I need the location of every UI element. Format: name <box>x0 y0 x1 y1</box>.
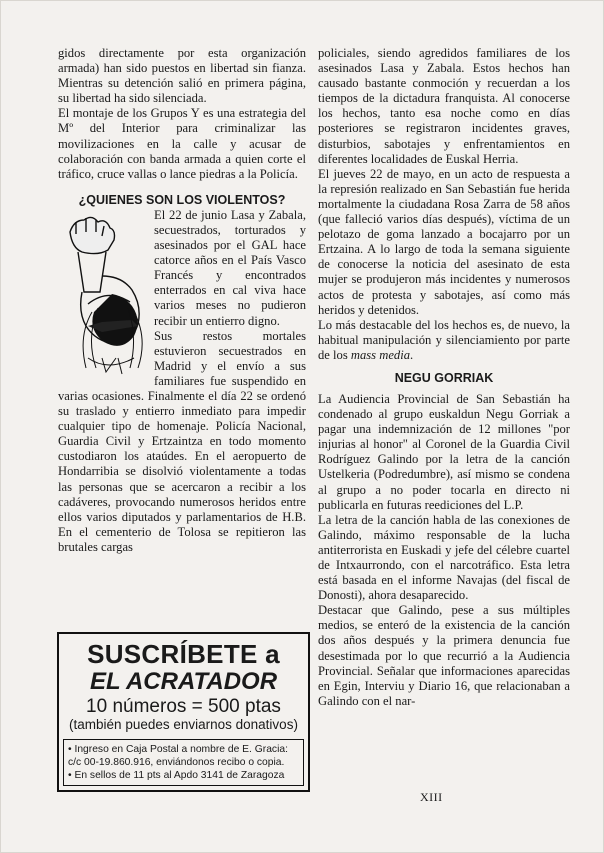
section-heading-negu-gorriak: NEGU GORRIAK <box>394 370 494 385</box>
raised-fist-illustration <box>58 208 148 378</box>
right-para-4: Lo más destacable del los hechos es, de nuevo, la habitual manipulación y silenciamiento por parte de los mass media. <box>318 317 570 362</box>
ad-payment-line-2: c/c 00-19.860.916, enviándonos recibo o copia. <box>68 757 285 768</box>
left-para-1: gidos directamente por esta organización armada) han sido puestos en libertad sin fianza. Mientras su detención salió en primera página, su libertad ha sido silenciada. <box>58 46 306 106</box>
left-para-3: El 22 de junio Lasa y Zabala, secuestrados, torturados y asesinados por el GAL hace catorce años en el País Vasco Francés y encontrados enterrados en cal viva hace varios meses no pudieron recibir un entierro digno. <box>154 207 306 328</box>
right-para-6: La letra de la canción habla de las conexiones de Galindo, máximo responsable de la lucha antiterrorista en Euskadi y jefe del célebre cuartel de Intxaurrondo, con el narcotráfico. Esta letra está basada en el informe Navajas (del fiscal de Donosti), ahora desaparecido. <box>318 512 570 603</box>
ad-price: 10 números = 500 ptas <box>86 696 281 717</box>
section-heading-violentos: ¿QUIENES SON LOS VIOLENTOS? <box>78 192 286 207</box>
ad-payment-line-3: • En sellos de 11 pts al Apdo 3141 de Zaragoza <box>68 770 285 781</box>
right-para-2: El jueves 22 de mayo, en un acto de respuesta a la represión realizado en San Sebastián fue herida mortalmente la ciudadana Rosa Zarra de 58 años (que falleció varios días después), víctima de un pelotazo de goma lanzado a bocajarro por un Ertzaina. A lo largo de toda la semana siguiente de conocerse la noticia del asesinato de esta mujer se produjeron más incidentes y numerosos actos de protesta y sabotajes, así como más heridos y detenidos. <box>318 166 570 317</box>
left-para-4: Sus restos mortales estuvieron secuestrados en Madrid y el envío a sus familiares fue suspendido en varias ocasiones. Finalmente el día 22 se ordenó su traslado y entierro inmediato para impedir cualquier tipo de homenaje. Policía Nacional, Guardia Civil y Ertzaintza en todo momento custodiaron los ataúdes. En el aeropuerto de Hondarribia se disolvió violentamente a todas las personas que se acercaron a recibir a los cadáveres, provocando numerosos heridos entre ellos varios diputados y parlamentarios de H.B. En el cementerio de Tolosa se repitieron las brutales cargas <box>58 328 306 554</box>
ad-title: EL ACRATADOR <box>89 668 278 695</box>
ad-subscribe-line: SUSCRÍBETE a <box>87 639 280 669</box>
mass-media-term: mass media <box>350 347 411 362</box>
page-number: XIII <box>420 790 443 804</box>
ad-donations: (también puedes enviarnos donativos) <box>69 717 298 732</box>
right-column <box>318 46 570 709</box>
ad-payment-box <box>63 739 304 786</box>
right-para-1: policiales, siendo agredidos familiares de los asesinados Lasa y Zabala. Estos hechos han causado bastante conmoción y recuerdan a los tiempos de la dictadura franquista. Al conocerse los hechos, tanto esa noche como en días posteriores se registraron incidentes graves, disturbios, sabotajes y enfrentamientos en diferentes localidades de Euskal Herria. <box>318 46 570 166</box>
subscription-ad <box>57 632 310 792</box>
left-para-2: El montaje de los Grupos Y es una estrategia del Mº del Interior para criminalizar las movilizaciones en la calle y acusar de colaboración con banda armada a quien corte el tráfico, cruce vallas o lance piedras a la Policía. <box>58 106 306 181</box>
left-column <box>58 46 306 555</box>
ad-payment-line-1: • Ingreso en Caja Postal a nombre de E. Gracia: <box>68 744 288 755</box>
right-para-5: La Audiencia Provincial de San Sebastián ha condenado al grupo euskaldun Negu Gorriak a pagar una indemnización de 12 millones "por injurias al honor" al Coronel de la Guardia Civil Rodríguez Galindo por la letra de la canción Ustelkeria (Podredumbre), así mismo se condena al grupo a no poder tocarla en directo ni publicarla en futuras reediciones del L.P. <box>318 391 570 512</box>
right-para-7: Destacar que Galindo, pese a sus múltiples medios, se enteró de la existencia de la canción dos años después y la primera denuncia fue desestimada por lo que recurrió a la Audiencia Provincial. Señalar que informaciones aparecidas en Egin, Interviu y Diario 16, que relacionaban a Galindo con el nar- <box>318 603 570 708</box>
